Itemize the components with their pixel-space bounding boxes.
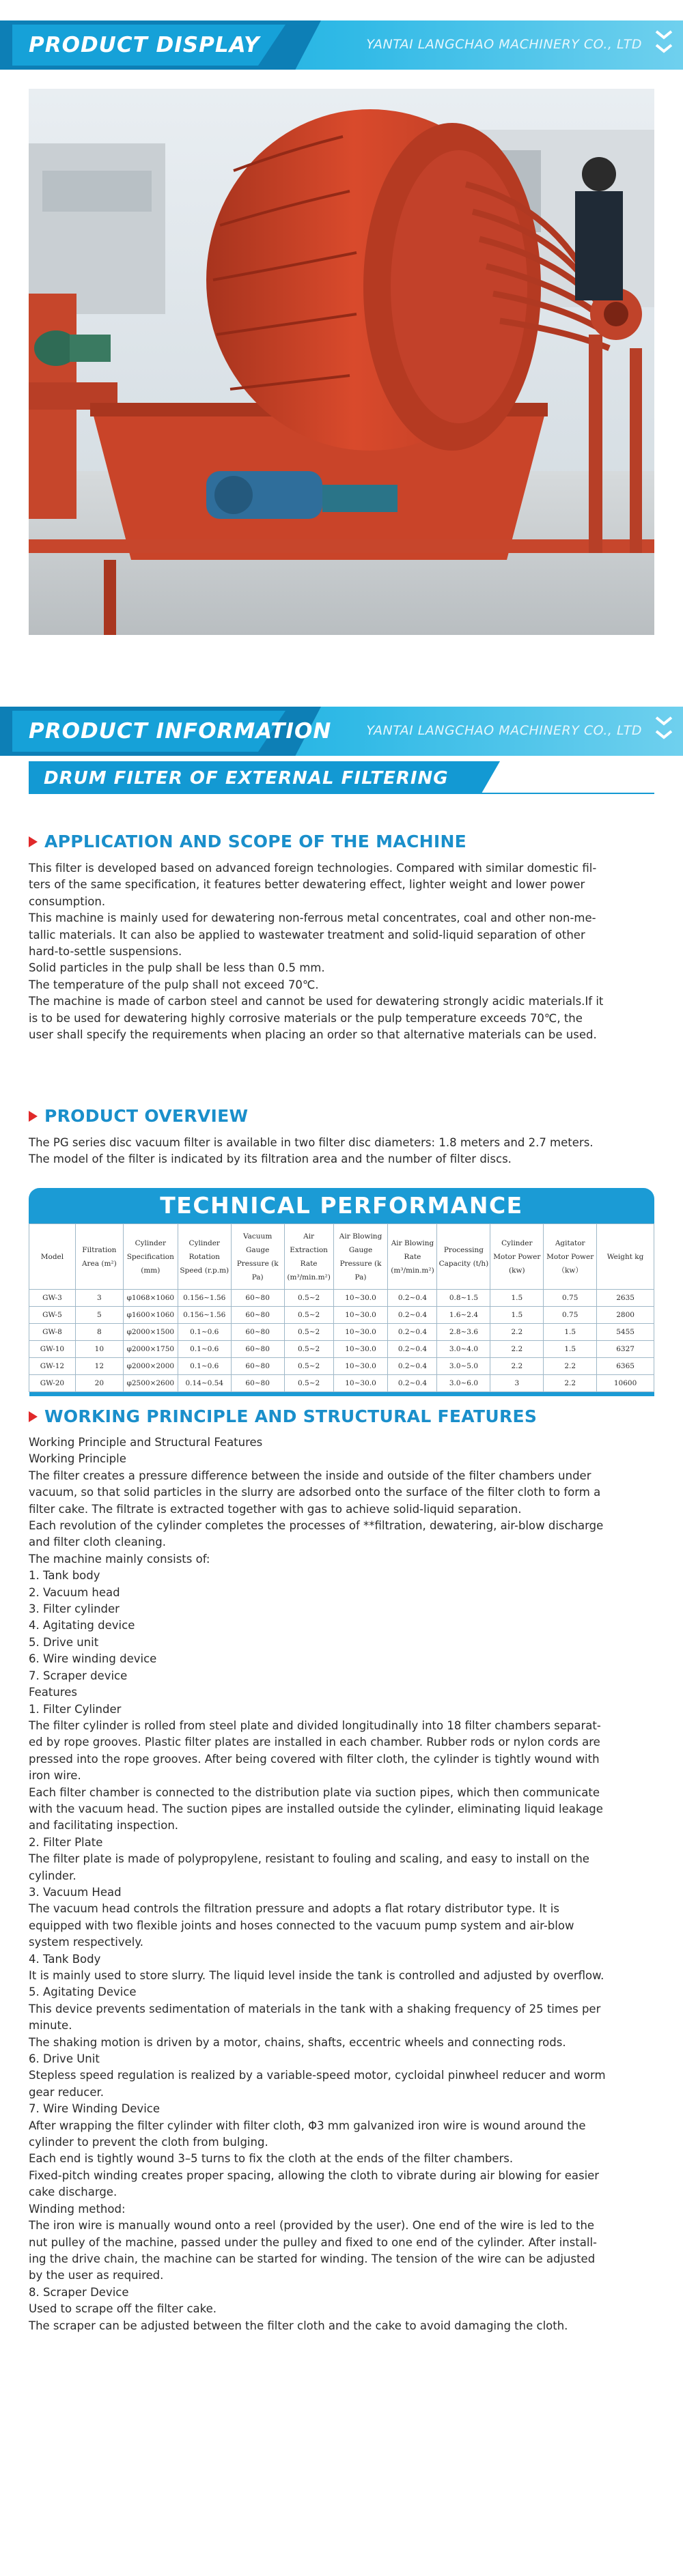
drum-filter-illustration [29,89,654,635]
text-line: ters of the same specification, it features better dewatering effect, lighter weight and lower power [29,878,585,892]
table-cell: 0.1~0.6 [178,1324,231,1341]
table-cell: φ2000×2000 [123,1358,178,1375]
table-cell: 10~30.0 [333,1307,388,1324]
table-bottom-bar [29,1392,654,1396]
table-cell: 60~80 [231,1341,284,1358]
table-cell: φ1600×1060 [123,1307,178,1324]
table-cell: 6365 [597,1358,654,1375]
text-line: Working Principle and Structural Features [29,1436,263,1449]
text-line: The scraper can be adjusted between the filter cloth and the cake to avoid damaging the cloth. [29,2319,568,2332]
text-line: Used to scrape off the filter cake. [29,2302,217,2316]
text-line: with the vacuum head. The suction pipes are installed outside the cylinder, eliminating liquid leakage [29,1802,603,1815]
table-cell: 2800 [597,1307,654,1324]
text-line: The machine is made of carbon steel and cannot be used for dewatering strongly acidic materials.If it [29,995,604,1008]
table-cell: 0.2~0.4 [388,1290,437,1307]
text-line: pressed into the rope grooves. After being covered with filter cloth, the cylinder is tightly wound with [29,1752,600,1766]
text-line: Fixed-pitch winding creates proper spacing, allowing the cloth to vibrate during air blowing for easier [29,2168,600,2182]
table-cell: 60~80 [231,1324,284,1341]
table-cell: 0.2~0.4 [388,1375,437,1392]
table-cell: 8 [75,1324,123,1341]
text-line: 5. Drive unit [29,1635,99,1649]
table-cell: 12 [75,1358,123,1375]
table-row [29,1290,654,1307]
table-cell: 1.6~2.4 [437,1307,490,1324]
text-line: Stepless speed regulation is realized by a variable-speed motor, cycloidal pinwheel reducer and worm [29,2069,606,2082]
text-line: The PG series disc vacuum filter is available in two filter disc diameters: 1.8 meters and 2.7 meters. [29,1136,594,1149]
table-cell: 2.8~3.6 [437,1324,490,1341]
table-cell: 0.5~2 [284,1358,333,1375]
text-line: The machine mainly consists of: [29,1552,210,1566]
table-cell: 0.5~2 [284,1341,333,1358]
table-cell: 10600 [597,1375,654,1392]
table-cell: 2.2 [490,1341,544,1358]
text-line: 1. Filter Cylinder [29,1702,122,1716]
text-line: and facilitating inspection. [29,1819,179,1832]
table-cell: 0.5~2 [284,1307,333,1324]
table-cell: 60~80 [231,1358,284,1375]
table-header-cell: Model [29,1224,76,1290]
text-line: by the user as required. [29,2269,164,2282]
text-line: 8. Scraper Device [29,2285,129,2299]
text-line: equipped with two flexible joints and hoses connected to the vacuum pump system and air-blow [29,1919,574,1932]
text-line: 3. Vacuum Head [29,1885,122,1899]
table-cell: φ2500×2600 [123,1375,178,1392]
table-cell: 0.156~1.56 [178,1307,231,1324]
triangle-bullet-icon [29,1111,38,1122]
table-header-cell: Agitator Motor Power（kw） [544,1224,597,1290]
table-cell: 0.5~2 [284,1375,333,1392]
text-line: 1. Tank body [29,1569,100,1583]
text-line: Features [29,1686,77,1699]
working-text [29,1434,654,2334]
text-line: 6. Wire winding device [29,1652,157,1666]
text-line: system respectively. [29,1936,143,1949]
table-cell: 10~30.0 [333,1290,388,1307]
subtitle-underline [29,793,654,794]
table-cell: φ1068×1060 [123,1290,178,1307]
table-header-cell: Weight kg [597,1224,654,1290]
table-cell: GW-20 [29,1375,76,1392]
table-cell: 60~80 [231,1307,284,1324]
text-line: The filter cylinder is rolled from steel plate and divided longitudinally into 18 filter chambers separat- [29,1718,601,1732]
text-line: Each filter chamber is connected to the distribution plate via suction pipes, which then communicate [29,1785,600,1799]
text-line: iron wire. [29,1769,81,1783]
text-line: ing the drive chain, the machine can be started for winding. The tension of the wire can be adjusted [29,2252,596,2265]
product-information-banner [0,707,683,756]
table-cell: 10~30.0 [333,1341,388,1358]
text-line: The filter plate is made of polypropylene, resistant to fouling and scaling, and easy to install on the [29,1852,589,1866]
table-cell: 0.14~0.54 [178,1375,231,1392]
table-cell: 2.2 [490,1358,544,1375]
table-cell: 10~30.0 [333,1375,388,1392]
table-cell: GW-10 [29,1341,76,1358]
table-cell: GW-5 [29,1307,76,1324]
table-header-cell: Processing Capacity (t/h) [437,1224,490,1290]
text-line: 4. Agitating device [29,1619,135,1632]
text-line: minute. [29,2019,72,2033]
table-cell: GW-3 [29,1290,76,1307]
table-cell: GW-12 [29,1358,76,1375]
overview-heading [29,1106,248,1126]
heading-text: APPLICATION AND SCOPE OF THE MACHINE [44,832,467,851]
banner-title: PRODUCT DISPLAY [29,33,260,57]
chevron-down-icon [654,30,673,40]
table-cell: 3.0~5.0 [437,1358,490,1375]
banner-title: PRODUCT INFORMATION [29,719,332,744]
text-line: The vacuum head controls the filtration pressure and adopts a flat rotary distributor type. It is [29,1902,559,1916]
application-text [29,860,654,1043]
table-header-cell: Air Extraction Rate (m³/min.m²) [284,1224,333,1290]
table-cell: 0.1~0.6 [178,1358,231,1375]
chevron-down-icon [654,716,673,726]
table-cell: 1.5 [490,1307,544,1324]
table-header-row [29,1224,654,1290]
banner-company: YANTAI LANGCHAO MACHINERY CO., LTD [366,37,642,52]
text-line: Working Principle [29,1452,126,1466]
table-cell: 2.2 [544,1358,597,1375]
table-cell: 0.2~0.4 [388,1307,437,1324]
table-cell: 3.0~6.0 [437,1375,490,1392]
table-header-cell: Cylinder Specification (mm) [123,1224,178,1290]
text-line: 4. Tank Body [29,1952,101,1966]
table-cell: 5455 [597,1324,654,1341]
text-line: ed by rope grooves. Plastic filter plates are installed in each chamber. Rubber rods or nylon cords are [29,1736,600,1749]
text-line: 7. Wire Winding Device [29,2102,160,2116]
application-heading [29,832,466,851]
text-line: The iron wire is manually wound onto a reel (provided by the user). One end of the wire is led to the [29,2219,595,2233]
text-line: 6. Drive Unit [29,2052,100,2066]
table-cell: 3.0~4.0 [437,1341,490,1358]
product-display-banner [0,20,683,70]
table-cell: φ2000×1500 [123,1324,178,1341]
text-line: Winding method: [29,2202,126,2216]
text-line: gear reducer. [29,2085,104,2099]
text-line: This filter is developed based on advanced foreign technologies. Compared with similar domestic fil- [29,862,597,875]
text-line: user shall specify the requirements when placing an order so that alternative materials can be used. [29,1028,597,1042]
technical-performance-table [29,1223,654,1396]
text-line: cake discharge. [29,2185,117,2199]
table-cell: 0.2~0.4 [388,1341,437,1358]
table-cell: 2.2 [544,1375,597,1392]
text-line: The model of the filter is indicated by its filtration area and the number of filter discs. [29,1152,512,1166]
table-cell: 0.75 [544,1307,597,1324]
heading-text: PRODUCT OVERVIEW [44,1106,249,1126]
text-line: 3. Filter cylinder [29,1602,120,1616]
text-line: The filter creates a pressure difference between the inside and outside of the filter chambers under [29,1469,591,1482]
table-cell: 3 [490,1375,544,1392]
text-line: Each revolution of the cylinder completes the processes of **filtration, dewatering, air-blow discharge [29,1519,604,1533]
heading-text: WORKING PRINCIPLE AND STRUCTURAL FEATURES [44,1406,538,1426]
table-cell: 10~30.0 [333,1358,388,1375]
table-row [29,1324,654,1341]
table-cell: 0.5~2 [284,1324,333,1341]
text-line: It is mainly used to store slurry. The liquid level inside the tank is controlled and adjusted by overflow. [29,1969,604,1982]
triangle-bullet-icon [29,1411,38,1422]
table-header-cell: Air Blowing Rate (m³/min.m²) [388,1224,437,1290]
table-cell: 1.5 [544,1341,597,1358]
table-header-cell: Cylinder Motor Power (kw) [490,1224,544,1290]
table-cell: 10~30.0 [333,1324,388,1341]
text-line: After wrapping the filter cylinder with filter cloth, Φ3 mm galvanized iron wire is wound around the [29,2119,586,2132]
text-line: 5. Agitating Device [29,1985,137,1999]
table-cell: 2.2 [490,1324,544,1341]
table-header-cell: Air Blowing Gauge Pressure (k Pa) [333,1224,388,1290]
table-cell: φ2000×1750 [123,1341,178,1358]
table-cell: 0.8~1.5 [437,1290,490,1307]
text-line: The temperature of the pulp shall not exceed 70℃. [29,978,319,991]
table-cell: 1.5 [490,1290,544,1307]
product-photo [29,89,654,635]
text-line: This machine is mainly used for dewatering non-ferrous metal concentrates, coal and other non-me- [29,911,596,925]
table-cell: 0.2~0.4 [388,1324,437,1341]
text-line: cylinder. [29,1869,76,1882]
table-header-cell: Vacuum Gauge Pressure (k Pa) [231,1224,284,1290]
table-header-cell: Filtration Area (m²) [75,1224,123,1290]
overview-text [29,1135,654,1168]
table-cell: 3 [75,1290,123,1307]
text-line: nut pulley of the machine, passed under the pulley and fixed to one end of the cylinder. After install- [29,2235,597,2249]
table-cell: 0.156~1.56 [178,1290,231,1307]
table-cell: 0.1~0.6 [178,1341,231,1358]
table-row [29,1307,654,1324]
text-line: vacuum, so that solid particles in the slurry are adsorbed onto the surface of the filter cloth to form a [29,1486,601,1499]
table-cell: GW-8 [29,1324,76,1341]
table-cell: 60~80 [231,1375,284,1392]
chevron-down-icon [654,44,673,53]
text-line: The shaking motion is driven by a motor, chains, shafts, eccentric wheels and connecting rods. [29,2035,566,2049]
table-cell: 0.75 [544,1290,597,1307]
table-cell: 20 [75,1375,123,1392]
table-header-cell: Cylinder Rotation Speed (r.p.m) [178,1224,231,1290]
text-line: hard-to-settle suspensions. [29,945,182,959]
text-line: tallic materials. It can also be applied to wastewater treatment and solid-liquid separation of other [29,928,585,942]
banner-company: YANTAI LANGCHAO MACHINERY CO., LTD [366,723,642,738]
text-line: cylinder to prevent the cloth from bulging. [29,2136,268,2149]
table-cell: 2635 [597,1290,654,1307]
technical-performance-title: TECHNICAL PERFORMANCE [29,1188,654,1223]
text-line: This device prevents sedimentation of materials in the tank with a shaking frequency of 25 times per [29,2002,601,2015]
table-cell: 10 [75,1341,123,1358]
text-line: consumption. [29,894,106,908]
text-line: 2. Vacuum head [29,1585,120,1599]
text-line: is to be used for dewatering highly corrosive materials or the pulp temperature exceeds 70℃, the [29,1011,583,1025]
working-heading [29,1406,537,1426]
text-line: 7. Scraper device [29,1669,128,1682]
text-line: Each end is tightly wound 3–5 turns to fix the cloth at the ends of the filter chambers. [29,2152,514,2166]
text-line: and filter cloth cleaning. [29,1535,166,1549]
table-cell: 0.2~0.4 [388,1358,437,1375]
table-cell: 6327 [597,1341,654,1358]
table-row [29,1341,654,1358]
subtitle-bar [29,761,500,794]
text-line: 2. Filter Plate [29,1835,103,1849]
table-cell: 5 [75,1307,123,1324]
text-line: Solid particles in the pulp shall be less than 0.5 mm. [29,961,325,975]
text-line: filter cake. The filtrate is extracted together with gas to achieve solid-liquid separation. [29,1502,522,1516]
table-cell: 0.5~2 [284,1290,333,1307]
table-cell: 60~80 [231,1290,284,1307]
subtitle-text: DRUM FILTER OF EXTERNAL FILTERING [44,768,449,789]
table-cell: 1.5 [544,1324,597,1341]
chevron-down-icon [654,730,673,739]
table-row [29,1358,654,1375]
triangle-bullet-icon [29,836,38,847]
table-row [29,1375,654,1392]
